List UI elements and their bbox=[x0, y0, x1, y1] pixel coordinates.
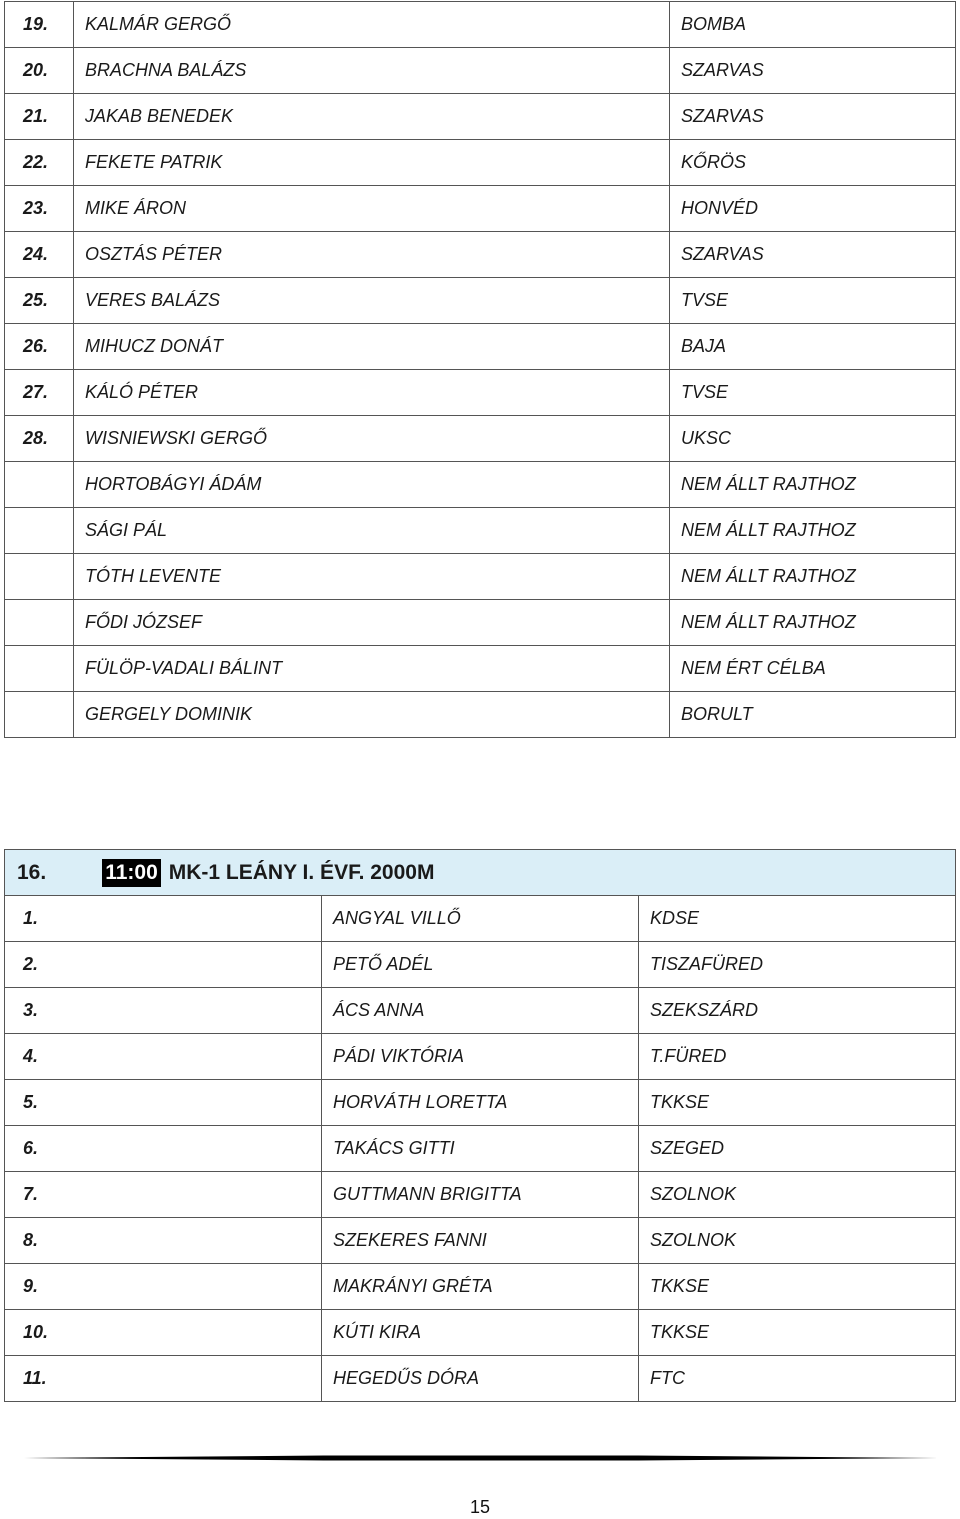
position-cell: 11. bbox=[5, 1356, 322, 1402]
competitor-name-cell: MIKE ÁRON bbox=[74, 186, 670, 232]
table-row bbox=[5, 2, 956, 48]
table-row bbox=[5, 232, 956, 278]
club-cell: TVSE bbox=[670, 370, 956, 416]
table-row bbox=[5, 416, 956, 462]
results-table-top bbox=[4, 1, 956, 738]
table-row bbox=[5, 1310, 956, 1356]
club-cell: NEM ÁLLT RAJTHOZ bbox=[670, 462, 956, 508]
position-cell: 20. bbox=[5, 48, 74, 94]
table-row bbox=[5, 988, 956, 1034]
competitor-name-cell: ÁCS ANNA bbox=[322, 988, 639, 1034]
competitor-name-cell: FŐDI JÓZSEF bbox=[74, 600, 670, 646]
competitor-name-cell: FEKETE PATRIK bbox=[74, 140, 670, 186]
table-row bbox=[5, 1034, 956, 1080]
club-cell: SZEKSZÁRD bbox=[639, 988, 956, 1034]
club-cell: TKKSE bbox=[639, 1264, 956, 1310]
competitor-name-cell: PETŐ ADÉL bbox=[322, 942, 639, 988]
competitor-name-cell: VERES BALÁZS bbox=[74, 278, 670, 324]
club-cell: NEM ÁLLT RAJTHOZ bbox=[670, 554, 956, 600]
table-row bbox=[5, 370, 956, 416]
competitor-name-cell: HORTOBÁGYI ÁDÁM bbox=[74, 462, 670, 508]
table-row bbox=[5, 1080, 956, 1126]
competitor-name-cell: ANGYAL VILLŐ bbox=[322, 896, 639, 942]
page-number: 15 bbox=[469, 1497, 491, 1517]
table-row bbox=[5, 278, 956, 324]
competitor-name-cell: KALMÁR GERGŐ bbox=[74, 2, 670, 48]
competitor-name-cell: SZEKERES FANNI bbox=[322, 1218, 639, 1264]
club-cell: SZARVAS bbox=[670, 94, 956, 140]
position-cell bbox=[5, 462, 74, 508]
competitor-name-cell: OSZTÁS PÉTER bbox=[74, 232, 670, 278]
position-cell: 9. bbox=[5, 1264, 322, 1310]
competitor-name-cell: TAKÁCS GITTI bbox=[322, 1126, 639, 1172]
position-cell: 24. bbox=[5, 232, 74, 278]
table-row bbox=[5, 554, 956, 600]
table-row bbox=[5, 1218, 956, 1264]
club-cell: BOMBA bbox=[670, 2, 956, 48]
competitor-name-cell: PÁDI VIKTÓRIA bbox=[322, 1034, 639, 1080]
table-row bbox=[5, 896, 956, 942]
table-row bbox=[5, 600, 956, 646]
competitor-name-cell: GUTTMANN BRIGITTA bbox=[322, 1172, 639, 1218]
table-row bbox=[5, 140, 956, 186]
table-row bbox=[5, 646, 956, 692]
competitor-name-cell: MIHUCZ DONÁT bbox=[74, 324, 670, 370]
competitor-name-cell: SÁGI PÁL bbox=[74, 508, 670, 554]
club-cell: FTC bbox=[639, 1356, 956, 1402]
competitor-name-cell: HEGEDŰS DÓRA bbox=[322, 1356, 639, 1402]
club-cell: SZOLNOK bbox=[639, 1218, 956, 1264]
results-table-event-16 bbox=[4, 849, 956, 1402]
position-cell bbox=[5, 646, 74, 692]
club-cell: SZEGED bbox=[639, 1126, 956, 1172]
club-cell: KDSE bbox=[639, 896, 956, 942]
competitor-name-cell: MAKRÁNYI GRÉTA bbox=[322, 1264, 639, 1310]
position-cell bbox=[5, 508, 74, 554]
position-cell: 22. bbox=[5, 140, 74, 186]
club-cell: NEM ÁLLT RAJTHOZ bbox=[670, 508, 956, 554]
club-cell: NEM ÉRT CÉLBA bbox=[670, 646, 956, 692]
table-row bbox=[5, 94, 956, 140]
club-cell: KŐRÖS bbox=[670, 140, 956, 186]
competitor-name-cell: BRACHNA BALÁZS bbox=[74, 48, 670, 94]
table-row bbox=[5, 692, 956, 738]
position-cell: 3. bbox=[5, 988, 322, 1034]
position-cell: 21. bbox=[5, 94, 74, 140]
position-cell: 8. bbox=[5, 1218, 322, 1264]
table-row bbox=[5, 324, 956, 370]
event-title: MK-1 LEÁNY I. ÉVF. 2000M bbox=[168, 860, 435, 884]
table-row bbox=[5, 186, 956, 232]
position-cell: 2. bbox=[5, 942, 322, 988]
event-number: 16. bbox=[17, 860, 47, 884]
table-row bbox=[5, 1172, 956, 1218]
event-time-badge: 11:00 bbox=[102, 859, 161, 887]
club-cell: SZARVAS bbox=[670, 48, 956, 94]
club-cell: TKKSE bbox=[639, 1080, 956, 1126]
club-cell: UKSC bbox=[670, 416, 956, 462]
club-cell: T.FÜRED bbox=[639, 1034, 956, 1080]
club-cell: TVSE bbox=[670, 278, 956, 324]
club-cell: HONVÉD bbox=[670, 186, 956, 232]
position-cell: 7. bbox=[5, 1172, 322, 1218]
competitor-name-cell: FÜLÖP-VADALI BÁLINT bbox=[74, 646, 670, 692]
position-cell: 23. bbox=[5, 186, 74, 232]
club-cell: BAJA bbox=[670, 324, 956, 370]
event-header-row bbox=[5, 850, 956, 896]
position-cell: 28. bbox=[5, 416, 74, 462]
competitor-name-cell: GERGELY DOMINIK bbox=[74, 692, 670, 738]
table-row bbox=[5, 942, 956, 988]
position-cell: 4. bbox=[5, 1034, 322, 1080]
table-row bbox=[5, 462, 956, 508]
position-cell: 19. bbox=[5, 2, 74, 48]
competitor-name-cell: KÁLÓ PÉTER bbox=[74, 370, 670, 416]
position-cell: 27. bbox=[5, 370, 74, 416]
club-cell: SZOLNOK bbox=[639, 1172, 956, 1218]
results-table-event-16-body bbox=[5, 850, 956, 1402]
competitor-name-cell: WISNIEWSKI GERGŐ bbox=[74, 416, 670, 462]
club-cell: SZARVAS bbox=[670, 232, 956, 278]
position-cell bbox=[5, 692, 74, 738]
position-cell: 10. bbox=[5, 1310, 322, 1356]
competitor-name-cell: HORVÁTH LORETTA bbox=[322, 1080, 639, 1126]
position-cell: 5. bbox=[5, 1080, 322, 1126]
table-row bbox=[5, 508, 956, 554]
club-cell: BORULT bbox=[670, 692, 956, 738]
position-cell bbox=[5, 600, 74, 646]
competitor-name-cell: JAKAB BENEDEK bbox=[74, 94, 670, 140]
club-cell: TISZAFÜRED bbox=[639, 942, 956, 988]
table-row bbox=[5, 1356, 956, 1402]
position-cell: 25. bbox=[5, 278, 74, 324]
competitor-name-cell: KÚTI KIRA bbox=[322, 1310, 639, 1356]
table-row bbox=[5, 1264, 956, 1310]
position-cell: 1. bbox=[5, 896, 322, 942]
table-row bbox=[5, 48, 956, 94]
position-cell: 26. bbox=[5, 324, 74, 370]
position-cell: 6. bbox=[5, 1126, 322, 1172]
event-header-cell bbox=[5, 850, 956, 896]
competitor-name-cell: TÓTH LEVENTE bbox=[74, 554, 670, 600]
club-cell: TKKSE bbox=[639, 1310, 956, 1356]
results-table-top-body bbox=[5, 2, 956, 738]
position-cell bbox=[5, 554, 74, 600]
club-cell: NEM ÁLLT RAJTHOZ bbox=[670, 600, 956, 646]
footer-divider-rule bbox=[24, 1454, 938, 1462]
table-row bbox=[5, 1126, 956, 1172]
